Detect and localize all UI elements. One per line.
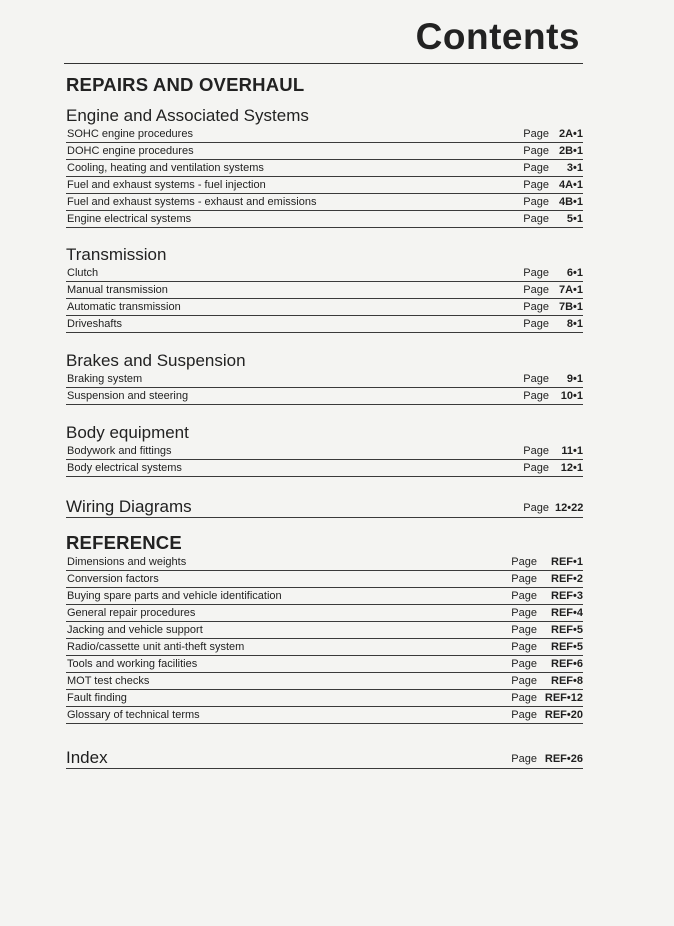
toc-row-label: Clutch [67,267,99,279]
toc-row[interactable] [66,460,583,477]
toc-row-wiring[interactable] [66,493,583,518]
section-body-title: Body equipment [66,423,189,442]
toc-row-index[interactable] [66,744,583,769]
page-word: Page [523,179,549,191]
page-word: Page [523,318,549,330]
title-divider [64,63,583,64]
toc-row-label: Jacking and vehicle support [67,624,203,636]
toc-row[interactable] [66,554,583,571]
toc-row[interactable] [66,265,583,282]
toc-row-label: Engine electrical systems [67,213,192,225]
toc-row[interactable] [66,605,583,622]
toc-row-label: Manual transmission [67,284,168,296]
toc-row-label: Fuel and exhaust systems - exhaust and emissions [67,196,317,208]
page-ref: 6•1 [566,267,583,279]
toc-row[interactable] [66,299,583,316]
toc-row[interactable] [66,588,583,605]
page-ref: 2A•1 [558,128,583,140]
page-word: Page [511,624,537,636]
page-word: Page [523,196,549,208]
page-word: Page [523,267,549,279]
toc-row[interactable] [66,388,583,405]
index-label: Index [66,748,108,767]
toc-row-label: General repair procedures [67,607,196,619]
page-word: Page [523,502,549,514]
toc-row-label: Braking system [67,373,143,385]
page-ref: REF•1 [551,556,583,568]
page-ref: 10•1 [560,390,583,402]
page-ref: REF•3 [551,590,583,602]
page-word: Page [523,213,549,225]
page-ref: REF•12 [544,692,583,704]
toc-row[interactable] [66,656,583,673]
page-ref: REF•2 [551,573,583,585]
toc [66,74,583,769]
page-ref: 5•1 [566,213,583,225]
toc-row-label: Cooling, heating and ventilation systems [67,162,264,174]
page-word: Page [511,556,537,568]
toc-row[interactable] [66,143,583,160]
toc-row-label: Bodywork and fittings [67,445,172,457]
toc-row-label: Glossary of technical terms [67,709,200,721]
page-word: Page [511,590,537,602]
page-word: Page [511,573,537,585]
page-word: Page [523,462,549,474]
toc-row[interactable] [66,571,583,588]
page-ref: REF•5 [551,641,583,653]
toc-row-label: MOT test checks [67,675,150,687]
page-ref: REF•26 [544,753,583,765]
toc-row[interactable] [66,126,583,143]
page-word: Page [523,390,549,402]
toc-row[interactable] [66,177,583,194]
toc-row[interactable] [66,639,583,656]
toc-row[interactable] [66,622,583,639]
toc-row-label: Automatic transmission [67,301,181,313]
toc-row-label: Dimensions and weights [67,556,187,568]
reference-list [66,554,583,724]
toc-row[interactable] [66,690,583,707]
page-ref: 4B•1 [558,196,583,208]
section-transmission-title: Transmission [66,245,167,264]
page-ref: 7B•1 [558,301,583,313]
page-ref: 12•1 [560,462,583,474]
page-word: Page [511,753,537,765]
page-word: Page [523,445,549,457]
page-word: Page [523,373,549,385]
section-brakes-list [66,371,583,405]
toc-row-label: Fuel and exhaust systems - fuel injection [67,179,266,191]
toc-row-label: SOHC engine procedures [67,128,193,140]
toc-row-label: Suspension and steering [67,390,189,402]
toc-row-label: Tools and working facilities [67,658,198,670]
toc-row-label: Fault finding [67,692,127,704]
page-word: Page [523,145,549,157]
page-ref: REF•8 [551,675,583,687]
toc-row-label: Driveshafts [67,318,123,330]
repairs-heading: REPAIRS AND OVERHAUL [66,74,305,95]
page-word: Page [523,301,549,313]
page-ref: REF•6 [551,658,583,670]
toc-row-label: Conversion factors [67,573,159,585]
wiring-label: Wiring Diagrams [66,497,192,516]
page-ref: REF•20 [544,709,583,721]
reference-heading: REFERENCE [66,532,182,553]
section-transmission-list [66,265,583,333]
page-word: Page [523,162,549,174]
toc-row-label: Buying spare parts and vehicle identification [67,590,282,602]
toc-row[interactable] [66,160,583,177]
page-word: Page [511,641,537,653]
toc-row[interactable] [66,211,583,228]
toc-row[interactable] [66,707,583,724]
section-body-list [66,443,583,477]
page-ref: 11•1 [561,445,583,457]
page-word: Page [511,675,537,687]
toc-row[interactable] [66,443,583,460]
page-ref: REF•5 [551,624,583,636]
toc-row[interactable] [66,316,583,333]
toc-row-label: Body electrical systems [67,462,182,474]
page-ref: 12•22 [555,502,584,514]
page-ref: 9•1 [566,373,583,385]
page-ref: 7A•1 [558,284,583,296]
toc-row-label: DOHC engine procedures [67,145,194,157]
page-ref: 4A•1 [558,179,583,191]
toc-row[interactable] [66,371,583,388]
page-word: Page [511,692,537,704]
page-word: Page [523,128,549,140]
toc-row[interactable] [66,673,583,690]
page-ref: 3•1 [566,162,583,174]
section-brakes-title: Brakes and Suspension [66,351,246,370]
page-ref: 8•1 [566,318,583,330]
page-ref: REF•4 [551,607,583,619]
section-engine-title: Engine and Associated Systems [66,106,309,125]
toc-row[interactable] [66,282,583,299]
section-engine-list [66,126,583,228]
page-word: Page [511,709,537,721]
toc-row[interactable] [66,194,583,211]
page-word: Page [511,658,537,670]
page-word: Page [523,284,549,296]
page-word: Page [511,607,537,619]
page-title: Contents [415,16,580,57]
toc-row-label: Radio/cassette unit anti-theft system [67,641,245,653]
page-ref: 2B•1 [558,145,583,157]
